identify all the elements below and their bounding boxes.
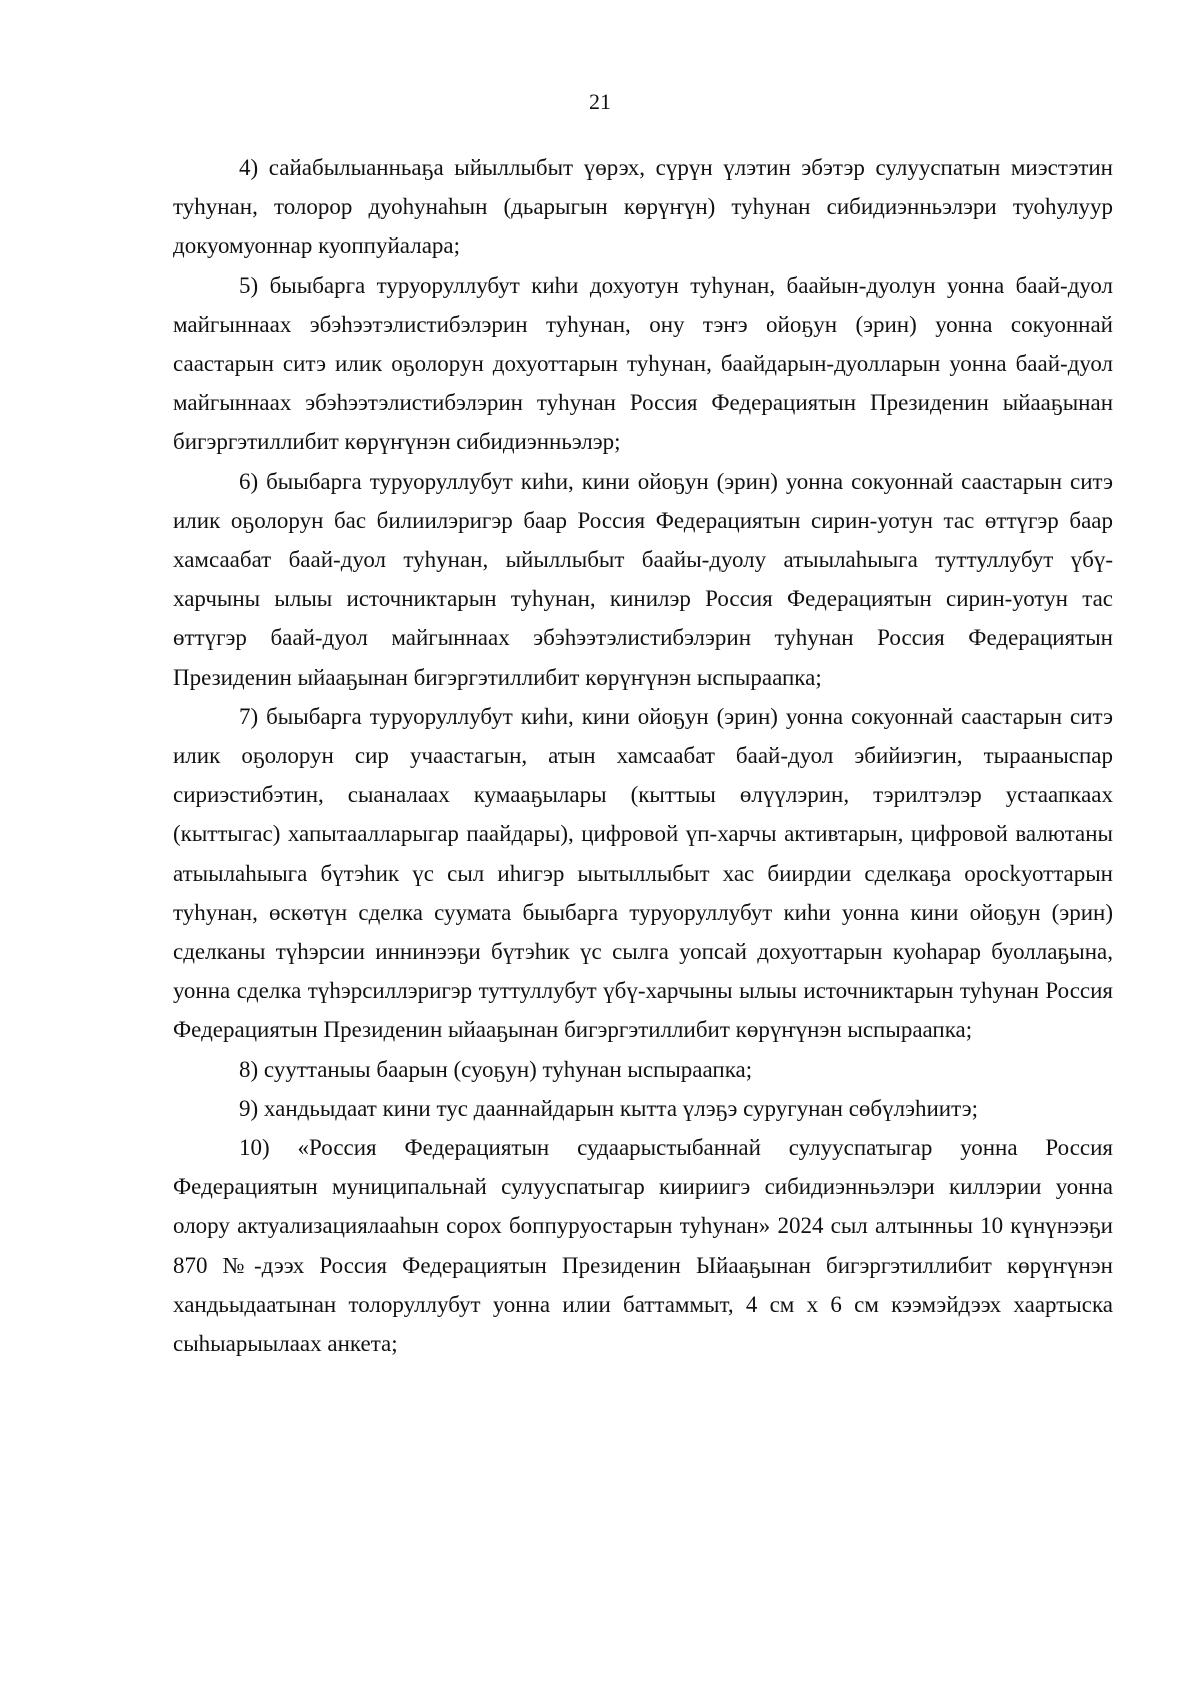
- list-item-9: 9) хандьыдаат кини тус дааннайдарын кытта үлэҕэ суругунан сөбүлэһиитэ;: [239, 1095, 978, 1121]
- list-item-6: 6) быыбарга туруоруллубут киһи, кини ойоҕун (эрин) уонна сокуоннай саастарын ситэ илик оҕолорун бас билиилэригэр баар Россия Федерациятын сирин-уотун тас өттүгэр баар хамсаабат баай-дуол туһунан, ыйыллыбыт баайы-дуолу атыылаһыыга туттуллубут үбү-харчыны ылыы источниктарын туһунан, кинилэр Россия Федерациятын сирин-уотун тас өттүгэр баай-дуол майгыннаах эбэһээтэлистибэлэрин туһунан Россия Федерациятын Президенин ыйааҕынан бигэргэтиллибит көрүҥүнэн ыспыраапка;: [173, 468, 1113, 690]
- list-item-8: 8) сууттаныы баарын (суоҕун) туһунан ыспыраапка;: [239, 1056, 753, 1082]
- page-number: 21: [589, 89, 611, 114]
- list-item-7: 7) быыбарга туруоруллубут киһи, кини ойоҕун (эрин) уонна сокуоннай саастарын ситэ илик оҕолорун сир учаастагын, атын хамсаабат баай-дуол эбийиэгин, тырааныспар сириэстибэтин, сыаналаах кумааҕылары (кыттыы өлүүлэрин, тэрилтэлэр устаапкаах (кыттыгас) хапытаалларыгар паайдары), цифровой үп-харчы активтарын, цифровой валютаны атыылаһыыга бүтэһик үс сыл иһигэр ыытыллыбыт хас биирдии сделкаҕа оросkуоттарын туһунан, өскөтүн сделка суумата быыбарга туруоруллубут киһи уонна кини ойоҕун (эрин) сделканы түһэрсии иннинээҕи бүтэһик үс сылга уопсай дохуоттарын куоһарар буоллаҕына, уонна сделка түһэрсиллэригэр туттуллубут үбү-харчыны ылыы источниктарын туһунан Россия Федерациятын Президенин ыйааҕынан бигэргэтиллибит көрүҥүнэн ыспыраапка;: [173, 703, 1113, 1043]
- list-item-10: 10) «Россия Федерациятын судаарыстыбаннай сулууспатыгар уонна Россия Федерациятын муниципальнай сулууспатыгар киириигэ сибидиэнньэлэри киллэрии уонна олору актуализациялааһын сорох боппуруостарын туһунан» 2024 сыл алтынньы 10 күнүнээҕи 870 №-дээх Россия Федерациятын Президенин Ыйааҕынан бигэргэтиллибит көрүҥүнэн хандьыдаатынан толоруллубут уонна илии баттаммыт, 4 см х 6 см кээмэйдээх хаартыска сыһыарыылаах анкета;: [173, 1135, 1113, 1357]
- list-item-4: 4) сайабылыанньаҕа ыйыллыбыт үөрэх, сүрүн үлэтин эбэтэр сулууспатын миэстэтин туһунан, толорор дуоһунаһын (дьарыгын көрүҥүн) туһунан сибидиэнньэлэри туоһулуур докуомуоннар куоппуйалара;: [173, 155, 1113, 259]
- list-item-5: 5) быыбарга туруоруллубут киһи дохуотун туһунан, баайын-дуолун уонна баай-дуол майгыннаах эбэһээтэлистибэлэрин туһунан, ону тэҥэ ойоҕун (эрин) уонна сокуоннай саастарын ситэ илик оҕолорун дохуоттарын туһунан, баайдарын-дуолларын уонна баай-дуол майгыннаах эбэһээтэлистибэлэрин туһунан Россия Федерациятын Президенин ыйааҕынан бигэргэтиллибит көрүҥүнэн сибидиэнньэлэр;: [173, 272, 1113, 455]
- document-body: [173, 148, 1113, 1363]
